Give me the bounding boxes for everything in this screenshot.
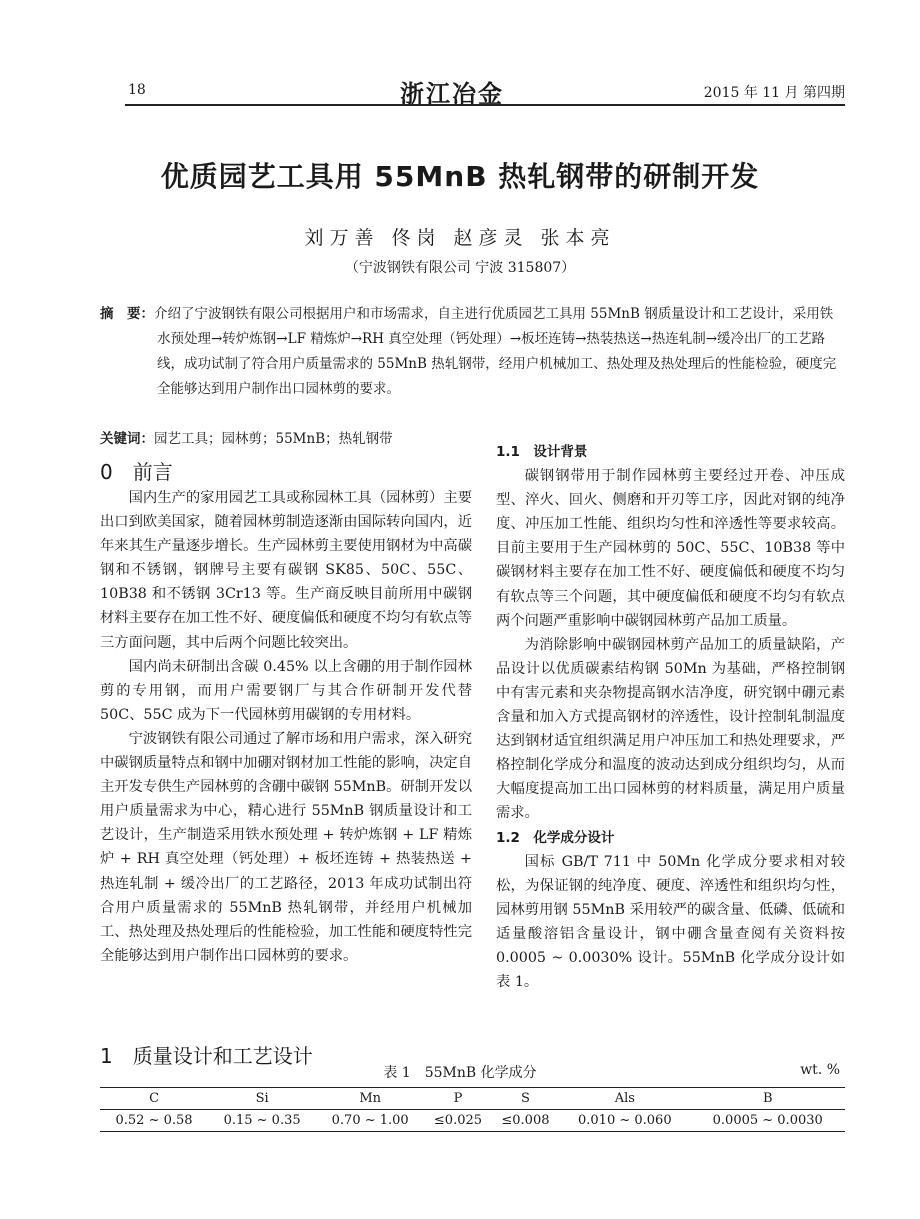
table-header-cell: Als xyxy=(559,1088,690,1110)
paragraph: 碳钢钢带用于制作园林剪主要经过开卷、冲压成型、淬火、回火、侧磨和开刃等工序，因此对钢的纯净度、冲压加工性能、组织均匀性和淬透性等要求较高。目前主要用于生产园林剪的 50C、55C、10B38 等中碳钢材料主要存在加工性不好、硬度偏低和硬度不均匀有软点等三个问题，其中硬度偏低和硬度不均匀有软点两个问题严重影响中碳钢园林剪产品加工质量。 xyxy=(496,468,845,629)
table-header-cell: P xyxy=(424,1088,491,1110)
subsection-heading-1-1: 1.1 设计背景 xyxy=(496,444,588,460)
table-cell: ≤0.025 xyxy=(424,1110,491,1132)
paragraph: 宁波钢铁有限公司通过了解市场和用户需求，深入研究中碳钢质量特点和钢中加硼对钢材加工性能的影响，决定自主开发专供生产园林剪的含硼中碳钢 55MnB。研制开发以用户质量需求为中心，精心进行 55MnB 钢质量设计和工艺设计，生产制造采用铁水预处理 + 转炉炼钢 + LF 精炼炉 + RH 真空处理（钙处理）+ 板坯连铸 + 热装热送 + 热连轧制 + 缓冷出厂的工艺路径，2013 年成功试制出符合用户质量需求的 55MnB 热轧钢带，并经用户机械加工、热处理及热处理后的性能检验，加工性能和硬度特性完全能够达到用户制作出口园林剪的要求。 xyxy=(100,730,472,964)
paragraph: 国标 GB/T 711 中 50Mn 化学成分要求相对较松，为保证钢的纯净度、硬度、淬透性和组织均匀性，园林剪用钢 55MnB 采用较严的碳含量、低磷、低硫和适量酸溶铝含量设计，钢中硼含量查阅有关资料按 0.0005 ~ 0.0030% 设计。55MnB 化学成分设计如表 1。 xyxy=(496,853,845,991)
table-unit: wt. % xyxy=(800,1062,840,1078)
section-heading-0: 0 前言 xyxy=(100,460,173,484)
page-number: 18 xyxy=(128,82,146,98)
table-header-cell: Si xyxy=(208,1088,316,1110)
paragraph: 国内生产的家用园艺工具或称园林工具（园林剪）主要出口到欧美国家，随着园林剪制造逐渐由国际转向国内，近年来其生产量逐步增长。生产园林剪主要使用钢材为中高碳钢和不锈钢，钢牌号主要有碳钢 SK85、50C、55C、10B38 和不锈钢 3Cr13 等。生产商反映目前所用中碳钢材料主要存在加工性不好、硬度偏低和硬度不均匀有软点等三方面问题，其中后两个问题比较突出。 xyxy=(100,490,472,651)
author-list: 刘万善 佟岗 赵彦灵 张本亮 xyxy=(304,227,616,249)
table-header-cell: C xyxy=(100,1088,208,1110)
subsection-heading-1-2: 1.2 化学成分设计 xyxy=(496,829,615,846)
paragraph: 国内尚未研制出含碳 0.45% 以上含硼的用于制作园林剪的专用钢，而用户需要钢厂与其合作研制开发代替 50C、55C 成为下一代园林剪用碳钢的专用材料。 xyxy=(100,658,472,723)
table-header-cell: B xyxy=(690,1088,845,1110)
table-caption: 表 1 55MnB 化学成分 xyxy=(383,1065,537,1081)
keywords-label: 关键词： xyxy=(100,431,154,447)
table-cell: 0.15 ~ 0.35 xyxy=(208,1110,316,1132)
table-row xyxy=(100,1110,845,1132)
table-cell: 0.0005 ~ 0.0030 xyxy=(690,1110,845,1132)
keywords-text: 园艺工具；园林剪；55MnB；热轧钢带 xyxy=(154,431,393,447)
table-header-row xyxy=(100,1088,845,1110)
table-header-cell: Mn xyxy=(316,1088,424,1110)
issue-date: 2015 年 11 月 第四期 xyxy=(703,85,845,101)
abstract-text: 介绍了宁波钢铁有限公司根据用户和市场需求，自主进行优质园艺工具用 55MnB 钢质量设计和工艺设计，采用铁水预处理→转炉炼钢→LF 精炼炉→RH 真空处理（钙处理）→板坯连铸→热装热送→热连轧制→缓冷出厂的工艺路线，成功试制了符合用户质量需求的 55MnB 热轧钢带，经用户机械加工、热处理及热处理后的性能检验，硬度完全能够达到用户制作出口园林剪的要求。 xyxy=(154,306,837,397)
affiliation: （宁波钢铁有限公司 宁波 315807） xyxy=(344,260,576,276)
table-header-cell: S xyxy=(492,1088,559,1110)
left-column xyxy=(100,486,472,968)
table-cell: 0.010 ~ 0.060 xyxy=(559,1110,690,1132)
abstract xyxy=(100,302,845,402)
composition-table xyxy=(100,1087,845,1132)
header-rule xyxy=(125,104,845,106)
journal-logo: 浙江冶金 xyxy=(400,79,504,108)
table-cell: 0.70 ~ 1.00 xyxy=(316,1110,424,1132)
paragraph: 为消除影响中碳钢园林剪产品加工的质量缺陷，产品设计以优质碳素结构钢 50Mn 为基础，严格控制钢中有害元素和夹杂物提高钢水洁净度，研究钢中硼元素含量和加入方式提高钢材的淬透性，设计控制轧制温度达到钢材适宜组织满足用户冲压加工和热处理要求，严格控制化学成分和温度的波动达到成分组织均匀，从而大幅度提高加工出口园林剪的材料质量，满足用户质量需求。 xyxy=(496,636,845,822)
table-cell: ≤0.008 xyxy=(492,1110,559,1132)
right-column xyxy=(496,440,845,994)
abstract-label: 摘 要： xyxy=(100,306,154,322)
table-cell: 0.52 ~ 0.58 xyxy=(100,1110,208,1132)
section-heading-1: 1 质量设计和工艺设计 xyxy=(100,1044,313,1068)
paper-title: 优质园艺工具用 55MnB 热轧钢带的研制开发 xyxy=(160,160,760,193)
